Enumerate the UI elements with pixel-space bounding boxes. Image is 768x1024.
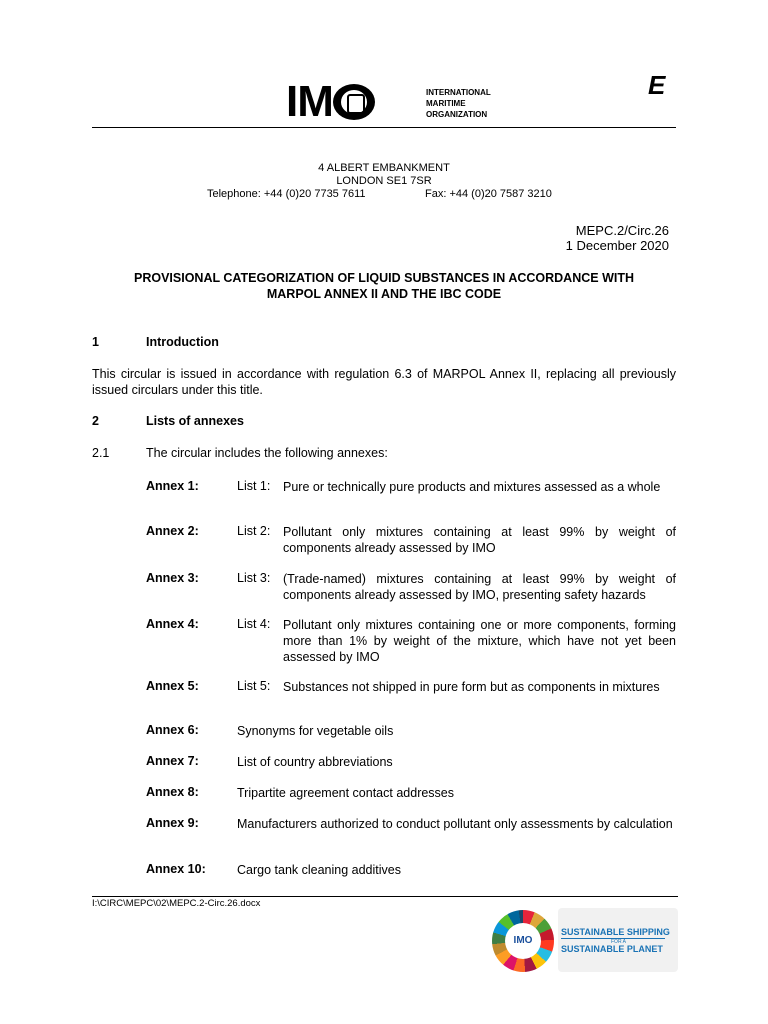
annex-list-number: List 4: (237, 617, 271, 631)
section-1-number: 1 (92, 335, 99, 349)
annex-description: Substances not shipped in pure form but as components in mixtures (283, 680, 660, 694)
annex-label: Annex 2: (146, 524, 199, 538)
annex-label: Annex 6: (146, 723, 199, 737)
sdg-imo-label: IMO (513, 935, 533, 946)
annex-label: Annex 5: (146, 679, 199, 693)
section-2-1-text: The circular includes the following annexes: (146, 446, 388, 460)
section-1-heading: Introduction (146, 335, 219, 349)
sdg-slogan-for-a: FOR A (611, 939, 627, 945)
file-path: I:\CIRC\MEPC\02\MEPC.2-Circ.26.docx (92, 898, 261, 909)
annex-description: Manufacturers authorized to conduct pollutant only assessments by calculation (237, 817, 673, 831)
annex-description: Pollutant only mixtures containing at least 99% by weight of components already assessed by IMO (283, 525, 676, 555)
address-line-1: 4 ALBERT EMBANKMENT (318, 162, 450, 174)
section-2-1-number: 2.1 (92, 446, 110, 460)
title-line-2: MARPOL ANNEX II AND THE IBC CODE (266, 287, 502, 301)
annex-description: Tripartite agreement contact addresses (237, 786, 455, 800)
annex-description: Pollutant only mixtures containing one or more components, forming more than 1% by weight of the mixture, which have not yet been assessed by IMO (283, 618, 676, 664)
org-line-3: ORGANIZATION (426, 110, 488, 119)
language-mark: E (648, 70, 666, 100)
annex-list-number: List 3: (237, 571, 271, 585)
imo-emblem-icon (333, 84, 375, 120)
annex-label: Annex 10: (146, 862, 206, 876)
sdg-slogan-line-2: SUSTAINABLE PLANET (561, 944, 663, 954)
annex-description: Synonyms for vegetable oils (237, 724, 394, 738)
sdg-slogan-line-1: SUSTAINABLE SHIPPING (561, 927, 670, 937)
fax: Fax: +44 (0)20 7587 3210 (425, 188, 552, 200)
annex-label: Annex 1: (146, 479, 199, 493)
page-title (92, 270, 676, 302)
telephone: Telephone: +44 (0)20 7735 7611 (207, 188, 366, 200)
title-line-1: PROVISIONAL CATEGORIZATION OF LIQUID SUBSTANCES IN ACCORDANCE WITH (134, 271, 634, 285)
imo-logo (286, 77, 375, 126)
footer-rule (92, 896, 678, 897)
annex-description: List of country abbreviations (237, 755, 393, 769)
section-2-heading: Lists of annexes (146, 414, 244, 428)
logo-text-i: I (286, 77, 298, 126)
section-2-number: 2 (92, 414, 99, 428)
org-line-2: MARITIME (426, 99, 466, 108)
logo-text-m: M (297, 77, 333, 126)
section-1-text: This circular is issued in accordance with regulation 6.3 of MARPOL Annex II, replacing all previously issued circulars under this title. (92, 367, 676, 397)
annex-description: Pure or technically pure products and mixtures assessed as a whole (283, 480, 661, 494)
annex-list-number: List 1: (237, 479, 271, 493)
annex-label: Annex 3: (146, 571, 199, 585)
address-line-2: LONDON SE1 7SR (336, 175, 432, 187)
annex-label: Annex 9: (146, 816, 199, 830)
annex-label: Annex 8: (146, 785, 199, 799)
annex-list-number: List 5: (237, 679, 271, 693)
document-date: 1 December 2020 (565, 238, 669, 253)
annex-label: Annex 7: (146, 754, 199, 768)
annex-list-number: List 2: (237, 524, 271, 538)
org-line-1: INTERNATIONAL (426, 88, 491, 97)
document-number: MEPC.2/Circ.26 (575, 223, 669, 238)
header-rule (92, 127, 676, 128)
annex-description: (Trade-named) mixtures containing at least 99% by weight of components already assessed by IMO, presenting safety hazards (283, 572, 676, 602)
organization-name (426, 87, 491, 120)
annex-description: Cargo tank cleaning additives (237, 863, 401, 877)
annex-label: Annex 4: (146, 617, 199, 631)
